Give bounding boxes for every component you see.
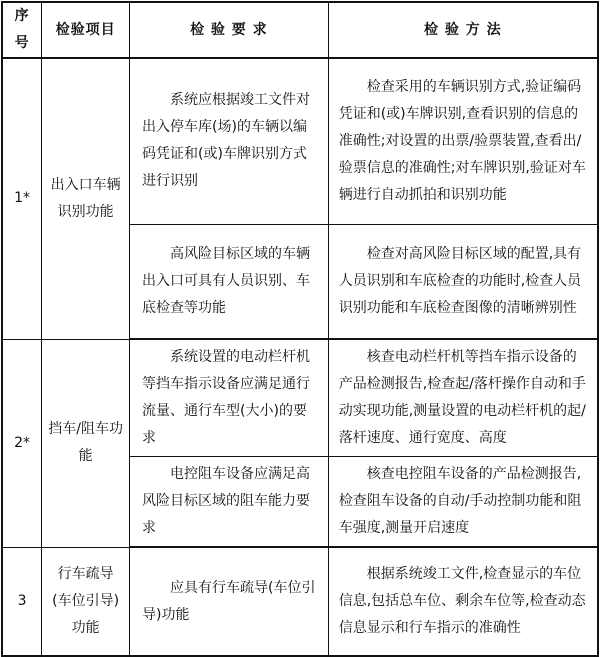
row-method: 核查电动栏杆机等挡车指示设备的产品检测报告,检查起/落杆操作自动和手动实现功能,测量设置的电动栏杆机的起/落杆速度、通行宽度、高度 bbox=[328, 339, 598, 457]
row-number: 3 bbox=[2, 547, 42, 656]
header-item: 检验项目 bbox=[42, 2, 130, 58]
header-method: 检 验 方 法 bbox=[328, 2, 598, 58]
header-requirement: 检 验 要 求 bbox=[130, 2, 329, 58]
row-requirement: 电控阻车设备应满足高风险目标区域的阻车能力要求 bbox=[130, 457, 329, 548]
row-requirement: 系统设置的电动栏杆机等挡车指示设备应满足通行流量、通行车型(大小)的要求 bbox=[130, 339, 329, 457]
row-method: 检查对高风险目标区域的配置,具有人员识别和车底检查的功能时,检查人员识别功能和车底检查图像的清晰辨别性 bbox=[328, 224, 598, 339]
table-header-row bbox=[2, 2, 598, 58]
row-method: 检查采用的车辆识别方式,验证编码凭证和(或)车牌识别,查看识别的信息的准确性;对设置的出票/验票装置,查看出/验票信息的准确性;对车牌识别,验证对车辆进行自动抓拍和识别功能 bbox=[328, 58, 598, 224]
row-item: 出入口车辆识别功能 bbox=[42, 58, 130, 339]
row-number: 1* bbox=[2, 58, 42, 339]
table-row bbox=[2, 339, 598, 457]
row-requirement: 应具有行车疏导(车位引导)功能 bbox=[130, 547, 329, 656]
inspection-table bbox=[1, 1, 599, 657]
row-requirement: 高风险目标区域的车辆出入口可具有人员识别、车底检查等功能 bbox=[130, 224, 329, 339]
row-item: 挡车/阻车功能 bbox=[42, 339, 130, 547]
table-row bbox=[2, 58, 598, 224]
row-method: 根据系统竣工文件,检查显示的车位信息,包括总车位、剩余车位等,检查动态信息显示和行车指示的准确性 bbox=[328, 547, 598, 656]
header-no: 序号 bbox=[2, 2, 42, 58]
row-item: 行车疏导(车位引导)功能 bbox=[42, 547, 130, 656]
row-method: 核查电控阻车设备的产品检测报告,检查阻车设备的自动/手动控制功能和阻车强度,测量开启速度 bbox=[328, 457, 598, 548]
row-requirement: 系统应根据竣工文件对出入停车库(场)的车辆以编码凭证和(或)车牌识别方式进行识别 bbox=[130, 58, 329, 224]
row-number: 2* bbox=[2, 339, 42, 547]
table-row bbox=[2, 547, 598, 656]
